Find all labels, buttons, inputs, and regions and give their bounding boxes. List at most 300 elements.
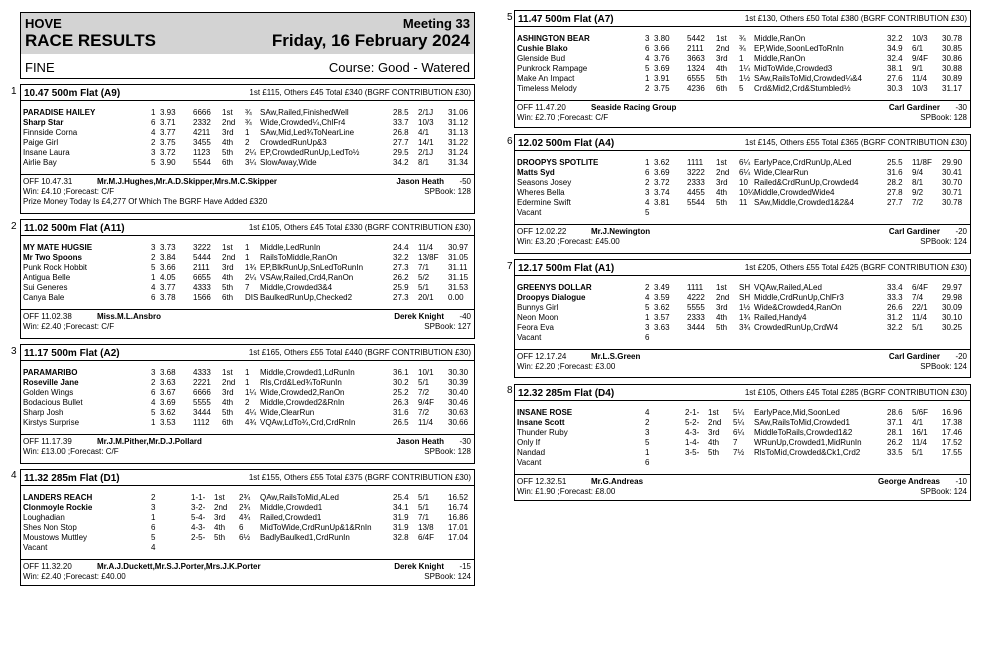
runner-name: Golden Wings bbox=[23, 388, 74, 397]
runner-sp2: 2/1J bbox=[418, 148, 434, 157]
runner-wt: 24.4 bbox=[393, 243, 409, 252]
race-index: 6 bbox=[507, 136, 513, 147]
runner-tm: 16.52 bbox=[448, 493, 469, 502]
win-forecast: Win: £2.40 ;Forecast: C/F bbox=[23, 322, 115, 331]
runner-row bbox=[517, 84, 968, 94]
runner-sec: 5442 bbox=[687, 34, 705, 43]
runner-trap: 1 bbox=[645, 158, 650, 167]
runner-name: Antigua Belle bbox=[23, 273, 71, 282]
runner-pos: 3rd bbox=[222, 388, 234, 397]
runner-sec: 1111 bbox=[687, 283, 704, 292]
runner-wt: 26.2 bbox=[393, 273, 409, 282]
runner-tm: 29.97 bbox=[942, 283, 963, 292]
spbook: SPBook: 124 bbox=[920, 487, 967, 496]
runner-name: Moustows Muttley bbox=[23, 533, 88, 542]
runner-tm: 31.11 bbox=[448, 263, 468, 272]
runner-wt: 27.6 bbox=[887, 74, 903, 83]
runner-sp2: 13/8 bbox=[418, 523, 434, 532]
runner-rem: Middle,Crowded2&RnIn bbox=[260, 398, 345, 407]
runner-sp: 3.69 bbox=[160, 398, 176, 407]
divider bbox=[515, 349, 970, 350]
runners-list bbox=[517, 34, 968, 94]
runner-sp: 3.77 bbox=[160, 283, 176, 292]
race-prize: 1st £205, Others £55 Total £425 (BGRF CONTRIBUTION £30) bbox=[744, 263, 967, 272]
runner-rem: Middle,Crowded1 bbox=[260, 503, 323, 512]
runner-pos: 3rd bbox=[214, 513, 226, 522]
race-title: 10.47 500m Flat (A9) bbox=[24, 88, 121, 99]
runner-sec: 2-1- bbox=[685, 408, 700, 417]
runner-sec: 4222 bbox=[687, 293, 705, 302]
runner-pos: 2nd bbox=[716, 293, 730, 302]
runner-pos: 5th bbox=[214, 533, 226, 542]
runner-pos: 5th bbox=[716, 323, 728, 332]
runner-trap: 5 bbox=[151, 263, 156, 272]
runner-row bbox=[23, 523, 472, 533]
runner-row bbox=[23, 138, 472, 148]
runner-pos: 2nd bbox=[222, 253, 236, 262]
runner-sp2: 5/1 bbox=[418, 378, 430, 387]
runner-wt: 25.2 bbox=[393, 388, 409, 397]
runner-rem: Middle,CrowdedWide4 bbox=[754, 188, 835, 197]
runner-wt: 31.9 bbox=[393, 523, 409, 532]
runner-trap: 4 bbox=[151, 398, 156, 407]
runner-trap: 3 bbox=[151, 503, 156, 512]
runner-sp2: 6/4F bbox=[418, 533, 435, 542]
runner-dis: 2¼ bbox=[245, 273, 257, 282]
runner-pos: 1st bbox=[222, 243, 233, 252]
runner-name: Loughadian bbox=[23, 513, 65, 522]
runner-wt: 34.2 bbox=[393, 158, 409, 167]
runner-name: Glenside Bud bbox=[517, 54, 566, 63]
off-time: OFF 10.47.31 bbox=[23, 177, 73, 186]
runner-sp: 3.69 bbox=[654, 168, 670, 177]
runner-sp2: 11/4 bbox=[418, 243, 433, 252]
runner-rem: EP,BlkRunUp,SnLedToRunIn bbox=[260, 263, 364, 272]
trainers: Seaside Racing Group bbox=[591, 103, 677, 112]
runner-rem: SAw,Railed,FinishedWell bbox=[260, 108, 349, 117]
runner-sp2: 5/2 bbox=[418, 273, 430, 282]
runner-wt: 25.4 bbox=[393, 493, 409, 502]
runner-name: MY MATE HUGSIE bbox=[23, 243, 93, 252]
runner-pos: 5th bbox=[716, 198, 728, 207]
runner-row bbox=[23, 418, 472, 428]
runner-dis: 1¼ bbox=[245, 388, 257, 397]
runner-name: Make An Impact bbox=[517, 74, 575, 83]
runner-rem: SlowAway,Wide bbox=[260, 158, 317, 167]
runner-name: Wheres Bella bbox=[517, 188, 565, 197]
off-time: OFF 12.17.24 bbox=[517, 352, 567, 361]
runner-tm: 29.90 bbox=[942, 158, 963, 167]
race-index: 2 bbox=[11, 221, 17, 232]
runner-row bbox=[517, 44, 968, 54]
runner-sp2: 14/1 bbox=[418, 138, 434, 147]
runner-dis: 1½ bbox=[739, 303, 751, 312]
runner-wt: 27.8 bbox=[887, 188, 903, 197]
spbook: SPBook: 127 bbox=[424, 322, 471, 331]
reporter-value: -15 bbox=[459, 562, 471, 571]
runner-dis: 6¼ bbox=[739, 168, 751, 177]
runner-pos: 4th bbox=[716, 313, 728, 322]
race-prize: 1st £105, Others £45 Total £285 (BGRF CONTRIBUTION £30) bbox=[744, 388, 967, 397]
reporter: Carl Gardiner bbox=[888, 227, 940, 236]
runner-name: Vacant bbox=[517, 458, 542, 467]
reporter-value: -20 bbox=[955, 227, 967, 236]
runner-trap: 2 bbox=[151, 138, 156, 147]
runner-rem: VQAw,LdTo¾,Crd,CrdRnIn bbox=[260, 418, 356, 427]
runner-name: Timeless Melody bbox=[517, 84, 577, 93]
runner-wt: 38.1 bbox=[887, 64, 903, 73]
runner-row bbox=[517, 448, 968, 458]
runner-dis: 1 bbox=[245, 128, 250, 137]
race-prize: 1st £130, Others £50 Total £380 (BGRF CONTRIBUTION £30) bbox=[744, 14, 967, 23]
runner-name: Sharp Josh bbox=[23, 408, 64, 417]
runner-row bbox=[517, 178, 968, 188]
runner-sp2: 4/1 bbox=[912, 418, 924, 427]
runner-tm: 29.98 bbox=[942, 293, 963, 302]
runner-rem: EarlyPace,CrdRunUp,ALed bbox=[754, 158, 852, 167]
runner-dis: 2¼ bbox=[245, 148, 257, 157]
runner-name: Edermine Swift bbox=[517, 198, 571, 207]
runner-trap: 1 bbox=[151, 273, 156, 282]
runner-tm: 16.86 bbox=[448, 513, 469, 522]
runner-wt: 26.3 bbox=[393, 398, 409, 407]
runner-sp2: 5/1 bbox=[912, 323, 924, 332]
runner-sp: 3.73 bbox=[160, 243, 176, 252]
runner-rem: Crd&Mid2,Crd&Stumbled½ bbox=[754, 84, 851, 93]
runner-sec: 5555 bbox=[687, 303, 705, 312]
runner-sp2: 9/4 bbox=[912, 168, 924, 177]
runner-tm: 31.34 bbox=[448, 158, 469, 167]
runner-sec: 3-5- bbox=[685, 448, 700, 457]
runners-list bbox=[517, 408, 968, 468]
runner-row bbox=[23, 128, 472, 138]
runner-trap: 3 bbox=[645, 188, 650, 197]
race-card bbox=[514, 259, 971, 378]
runner-sp: 3.74 bbox=[654, 188, 670, 197]
runner-row bbox=[23, 513, 472, 523]
runner-dis: 7 bbox=[733, 438, 738, 447]
race-card bbox=[514, 10, 971, 128]
runner-row bbox=[23, 118, 472, 128]
runner-row bbox=[23, 108, 472, 118]
runner-sp: 3.62 bbox=[654, 303, 670, 312]
runner-tm: 30.39 bbox=[448, 378, 469, 387]
runner-sec: 4333 bbox=[193, 283, 211, 292]
runner-row bbox=[517, 333, 968, 343]
runner-sp2: 10/3 bbox=[912, 34, 928, 43]
runner-rem: Middle,RanOn bbox=[754, 54, 806, 63]
runner-sec: 2111 bbox=[193, 263, 210, 272]
runner-pos: 1st bbox=[708, 408, 719, 417]
runner-dis: 11 bbox=[739, 198, 748, 207]
runner-name: DROOPYS SPOTLITE bbox=[517, 158, 599, 167]
runner-sp: 3.66 bbox=[654, 44, 670, 53]
runner-rem: EP,Wide,SoonLedToRnIn bbox=[754, 44, 844, 53]
runner-tm: 30.70 bbox=[942, 178, 963, 187]
runner-dis: 1¼ bbox=[739, 64, 751, 73]
runner-wt: 33.3 bbox=[887, 293, 903, 302]
reporter-value: -20 bbox=[955, 352, 967, 361]
runner-pos: 3rd bbox=[716, 54, 728, 63]
runner-row bbox=[23, 263, 472, 273]
runner-name: Sui Generes bbox=[23, 283, 68, 292]
runner-name: LANDERS REACH bbox=[23, 493, 93, 502]
course-condition: Course: Good - Watered bbox=[328, 60, 470, 75]
runner-sp: 3.68 bbox=[160, 368, 176, 377]
runner-tm: 17.55 bbox=[942, 448, 963, 457]
runner-wt: 31.6 bbox=[393, 408, 409, 417]
runner-pos: 5th bbox=[708, 448, 720, 457]
runner-rem: MiddleToRails,Crowded1&2 bbox=[754, 428, 853, 437]
runner-trap: 1 bbox=[645, 74, 650, 83]
runner-trap: 3 bbox=[645, 428, 650, 437]
runner-tm: 31.05 bbox=[448, 253, 469, 262]
runner-sec: 2333 bbox=[687, 178, 705, 187]
runner-row bbox=[517, 54, 968, 64]
runner-sec: 2332 bbox=[193, 118, 211, 127]
runner-row bbox=[517, 438, 968, 448]
runner-sec: 4333 bbox=[193, 368, 211, 377]
runner-name: Matts Syd bbox=[517, 168, 555, 177]
runner-rem: Middle,CrdRunUp,ChlFr3 bbox=[754, 293, 844, 302]
runner-sec: 5444 bbox=[193, 253, 211, 262]
runner-pos: 1st bbox=[716, 283, 727, 292]
divider bbox=[515, 275, 970, 276]
runner-dis: 6 bbox=[239, 523, 244, 532]
venue-name: HOVE bbox=[25, 16, 62, 31]
runner-wt: 30.2 bbox=[393, 378, 409, 387]
runner-trap: 4 bbox=[151, 283, 156, 292]
race-card bbox=[20, 84, 475, 214]
runner-wt: 33.7 bbox=[393, 118, 409, 127]
runner-sp2: 9/2 bbox=[912, 188, 924, 197]
runner-wt: 31.2 bbox=[887, 313, 903, 322]
runner-sec: 4455 bbox=[687, 188, 705, 197]
runner-name: Vacant bbox=[517, 333, 542, 342]
runner-wt: 26.8 bbox=[393, 128, 409, 137]
runner-sp2: 13/8F bbox=[418, 253, 439, 262]
runner-sp: 3.49 bbox=[654, 283, 670, 292]
runner-sec: 3663 bbox=[687, 54, 705, 63]
runner-sec: 1324 bbox=[687, 64, 705, 73]
runner-row bbox=[517, 158, 968, 168]
runner-row bbox=[517, 323, 968, 333]
runner-sp2: 11/4 bbox=[912, 313, 927, 322]
runner-sp: 3.62 bbox=[160, 408, 176, 417]
divider bbox=[21, 485, 474, 486]
runner-sp2: 11/4 bbox=[912, 438, 927, 447]
runner-sp: 3.63 bbox=[654, 323, 670, 332]
runner-sec: 1111 bbox=[687, 158, 704, 167]
off-time: OFF 11.17.39 bbox=[23, 437, 72, 446]
runner-dis: DIS bbox=[245, 293, 259, 302]
runner-pos: 2nd bbox=[222, 378, 236, 387]
runner-pos: 4th bbox=[222, 273, 234, 282]
runner-sp2: 7/4 bbox=[912, 293, 924, 302]
runner-sec: 1-4- bbox=[685, 438, 700, 447]
runner-tm: 31.17 bbox=[942, 84, 963, 93]
runner-pos: 3rd bbox=[708, 428, 720, 437]
runner-sec: 4236 bbox=[687, 84, 705, 93]
runner-row bbox=[517, 168, 968, 178]
trainers: Mr.J.M.Pither,Mr.D.J.Pollard bbox=[97, 437, 202, 446]
runners-list bbox=[517, 158, 968, 218]
results-header bbox=[20, 12, 475, 79]
runner-tm: 31.24 bbox=[448, 148, 469, 157]
race-prize: 1st £165, Others £55 Total £440 (BGRF CONTRIBUTION £30) bbox=[248, 348, 471, 357]
runner-sec: 1566 bbox=[193, 293, 211, 302]
runner-sec: 4211 bbox=[193, 128, 211, 137]
runner-sp: 3.59 bbox=[654, 293, 670, 302]
divider bbox=[21, 309, 474, 310]
runner-tm: 30.41 bbox=[942, 168, 963, 177]
runner-sec: 3444 bbox=[193, 408, 211, 417]
runner-trap: 2 bbox=[151, 493, 156, 502]
runner-pos: 2nd bbox=[214, 503, 228, 512]
race-card bbox=[20, 344, 475, 464]
runner-sp2: 9/4F bbox=[418, 398, 435, 407]
runner-sec: 2333 bbox=[687, 313, 705, 322]
runner-tm: 30.63 bbox=[448, 408, 469, 417]
runner-sp2: 16/1 bbox=[912, 428, 928, 437]
runner-name: Kirstys Surprise bbox=[23, 418, 80, 427]
runner-pos: 1st bbox=[214, 493, 225, 502]
divider bbox=[515, 100, 970, 101]
divider bbox=[21, 434, 474, 435]
runner-wt: 26.2 bbox=[887, 438, 903, 447]
runner-trap: 4 bbox=[645, 54, 650, 63]
runner-sp2: 8/1 bbox=[912, 178, 924, 187]
race-index: 8 bbox=[507, 385, 513, 396]
runner-row bbox=[23, 398, 472, 408]
runner-wt: 27.3 bbox=[393, 293, 409, 302]
runner-trap: 6 bbox=[645, 168, 650, 177]
runner-name: Canya Bale bbox=[23, 293, 65, 302]
runner-rem: Wide,ClearRun bbox=[754, 168, 809, 177]
win-forecast: Win: £13.00 ;Forecast: C/F bbox=[23, 447, 119, 456]
trainers: Mr.J.Newington bbox=[591, 227, 651, 236]
race-title: 11.02 500m Flat (A11) bbox=[24, 223, 125, 234]
runner-tm: 16.96 bbox=[942, 408, 963, 417]
runner-sp: 3.71 bbox=[160, 118, 176, 127]
runner-sp: 3.81 bbox=[654, 198, 670, 207]
runner-wt: 33.5 bbox=[887, 448, 903, 457]
runner-row bbox=[517, 198, 968, 208]
runner-rem: Wide,Crowded¼,ChlFr4 bbox=[260, 118, 346, 127]
runner-name: Neon Moon bbox=[517, 313, 559, 322]
trainers: Mr.M.J.Hughes,Mr.A.D.Skipper,Mrs.M.C.Skipper bbox=[97, 177, 278, 186]
spbook: SPBook: 124 bbox=[424, 572, 471, 581]
runner-name: Sharp Star bbox=[23, 118, 64, 127]
runner-dis: 5¼ bbox=[733, 418, 745, 427]
runner-sec: 2-5- bbox=[191, 533, 206, 542]
runner-sp: 3.66 bbox=[160, 263, 176, 272]
divider bbox=[515, 150, 970, 151]
runner-dis: 2 bbox=[245, 398, 250, 407]
runner-row bbox=[517, 188, 968, 198]
runner-rem: Middle,RanOn bbox=[754, 34, 806, 43]
runner-row bbox=[517, 293, 968, 303]
runner-trap: 3 bbox=[151, 243, 156, 252]
runner-trap: 5 bbox=[151, 533, 156, 542]
runner-wt: 27.7 bbox=[393, 138, 409, 147]
runner-tm: 30.97 bbox=[448, 243, 469, 252]
runner-sec: 2111 bbox=[687, 44, 704, 53]
runner-rem: Middle,Crowded3&4 bbox=[260, 283, 333, 292]
runner-sp: 3.72 bbox=[160, 148, 176, 157]
runner-sec: 1-1- bbox=[191, 493, 206, 502]
runner-row bbox=[23, 533, 472, 543]
runner-wt: 31.9 bbox=[393, 513, 409, 522]
runner-tm: 30.85 bbox=[942, 44, 963, 53]
race-title: 11.17 500m Flat (A2) bbox=[24, 348, 120, 359]
runner-sec: 6555 bbox=[687, 74, 705, 83]
runner-wt: 27.7 bbox=[887, 198, 903, 207]
divider bbox=[515, 474, 970, 475]
reporter: George Andreas bbox=[878, 477, 940, 486]
runner-rem: Wide,ClearRun bbox=[260, 408, 315, 417]
runner-rem: CrowdedRunUp&3 bbox=[260, 138, 327, 147]
runners-list bbox=[23, 493, 472, 553]
runner-trap: 3 bbox=[151, 148, 156, 157]
runner-trap: 6 bbox=[151, 293, 156, 302]
runner-pos: 2nd bbox=[716, 168, 730, 177]
runner-wt: 34.9 bbox=[887, 44, 903, 53]
runner-wt: 37.1 bbox=[887, 418, 903, 427]
runner-pos: 5th bbox=[222, 408, 234, 417]
runner-dis: ¾ bbox=[245, 108, 252, 117]
runner-sp2: 10/3 bbox=[418, 118, 434, 127]
runner-tm: 31.13 bbox=[448, 128, 469, 137]
runner-rem: SAw,RailsToMid,Crowded¼&4 bbox=[754, 74, 862, 83]
divider bbox=[21, 100, 474, 101]
runner-wt: 32.4 bbox=[887, 54, 903, 63]
runner-tm: 30.30 bbox=[448, 368, 469, 377]
runner-dis: 5¼ bbox=[733, 408, 745, 417]
runner-pos: 4th bbox=[222, 138, 234, 147]
runner-pos: 4th bbox=[708, 438, 720, 447]
runner-name: Vacant bbox=[517, 208, 542, 217]
runner-sec: 4-3- bbox=[685, 428, 700, 437]
trainers: Mr.L.S.Green bbox=[591, 352, 641, 361]
off-time: OFF 12.32.51 bbox=[517, 477, 567, 486]
runner-wt: 26.6 bbox=[887, 303, 903, 312]
runner-dis: 1 bbox=[245, 378, 250, 387]
runner-sp2: 7/2 bbox=[912, 198, 924, 207]
runner-sp: 3.62 bbox=[654, 158, 670, 167]
runner-row bbox=[517, 313, 968, 323]
trainers: Mr.A.J.Duckett,Mr.S.J.Porter,Mrs.J.K.Porter bbox=[97, 562, 261, 571]
runner-tm: 17.01 bbox=[448, 523, 469, 532]
reporter-value: -30 bbox=[955, 103, 967, 112]
runner-tm: 30.78 bbox=[942, 34, 963, 43]
runner-sec: 1123 bbox=[193, 148, 211, 157]
divider bbox=[21, 360, 474, 361]
runner-pos: 4th bbox=[222, 398, 234, 407]
runner-wt: 29.5 bbox=[393, 148, 409, 157]
runner-trap: 1 bbox=[645, 448, 650, 457]
runner-trap: 6 bbox=[151, 388, 156, 397]
runner-trap: 2 bbox=[645, 84, 650, 93]
runner-row bbox=[517, 64, 968, 74]
runner-sp: 3.84 bbox=[160, 253, 176, 262]
runner-rem: Railed&CrdRunUp,Crowded4 bbox=[754, 178, 859, 187]
runner-sec: 5555 bbox=[193, 398, 211, 407]
runner-trap: 3 bbox=[151, 368, 156, 377]
runner-sp2: 5/1 bbox=[418, 503, 430, 512]
off-time: OFF 11.32.20 bbox=[23, 562, 72, 571]
runner-trap: 2 bbox=[151, 378, 156, 387]
